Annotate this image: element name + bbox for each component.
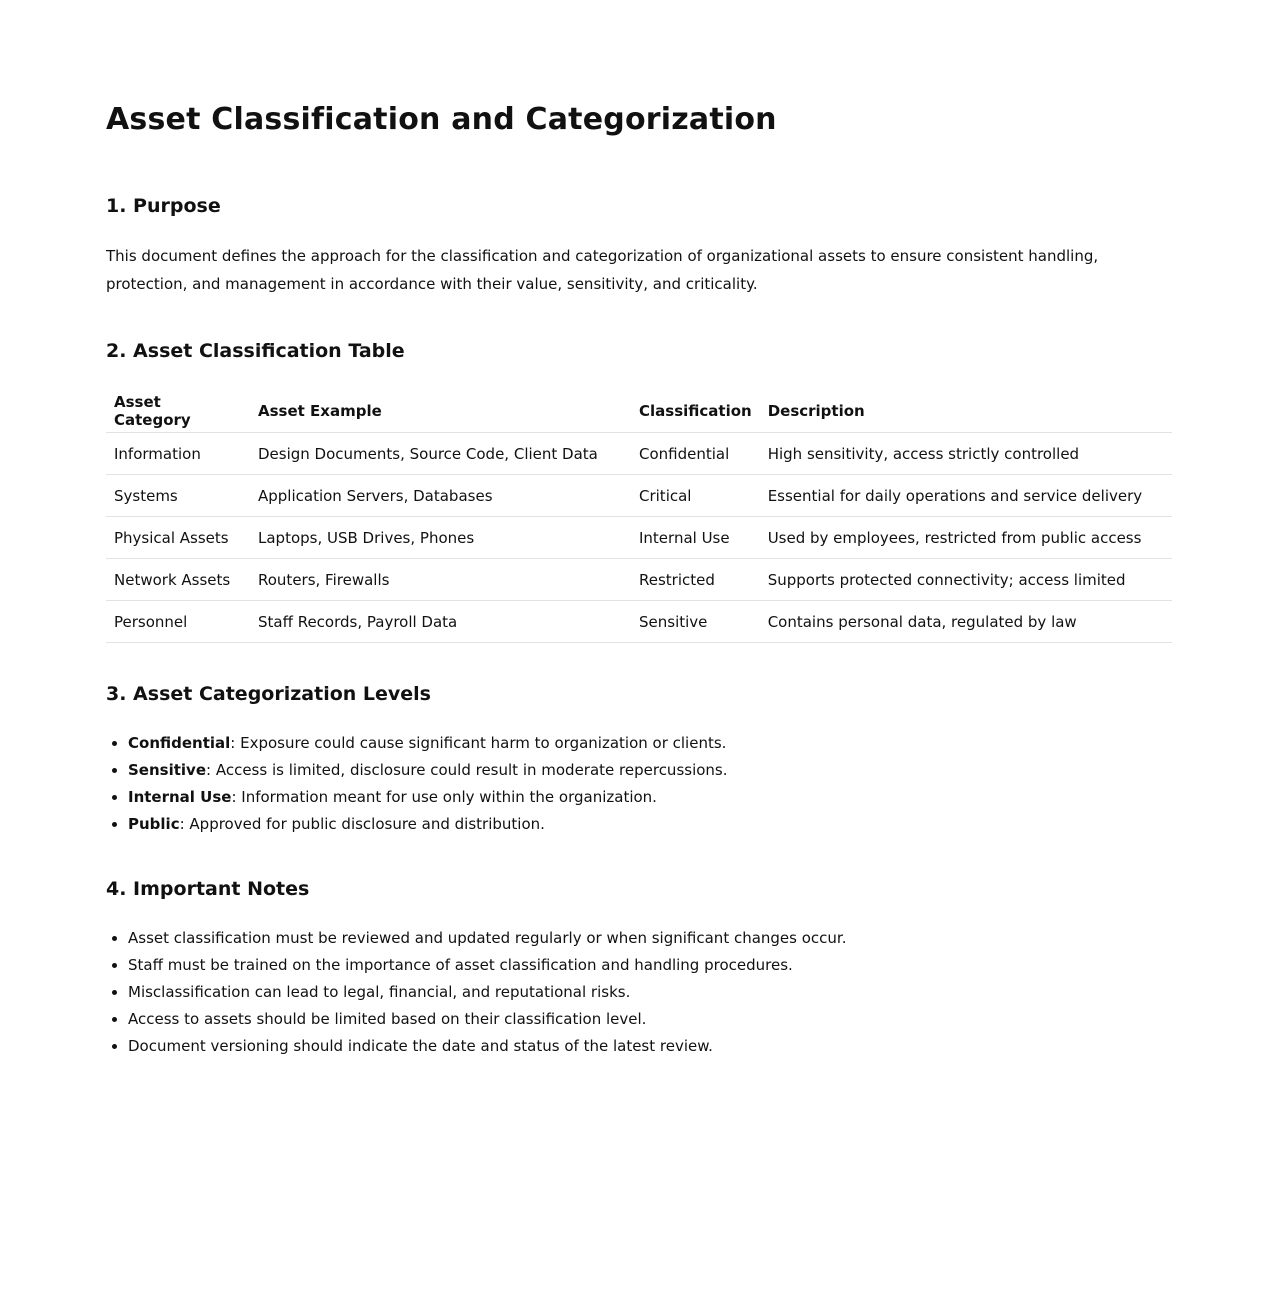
column-header-description: Description (760, 390, 1172, 433)
level-description: : Exposure could cause significant harm to organization or clients. (230, 734, 727, 752)
categorization-levels-list (106, 730, 1172, 838)
categorization-levels-heading: 3. Asset Categorization Levels (106, 683, 431, 705)
cell-asset-example: Staff Records, Payroll Data (250, 601, 631, 643)
important-notes-heading: 4. Important Notes (106, 878, 310, 900)
classification-table (106, 390, 1172, 643)
cell-classification: Internal Use (631, 517, 760, 559)
column-header-classification: Classification (631, 390, 760, 433)
cell-classification: Sensitive (631, 601, 760, 643)
table-row (106, 433, 1172, 475)
cell-classification: Restricted (631, 559, 760, 601)
classification-table-heading: 2. Asset Classification Table (106, 340, 405, 362)
cell-asset-example: Design Documents, Source Code, Client Data (250, 433, 631, 475)
cell-asset-category: Systems (106, 475, 250, 517)
page-title: Asset Classification and Categorization (106, 102, 777, 137)
cell-classification: Critical (631, 475, 760, 517)
purpose-section (106, 192, 1172, 298)
level-description: : Approved for public disclosure and distribution. (179, 815, 545, 833)
cell-asset-category: Network Assets (106, 559, 250, 601)
cell-description: Essential for daily operations and service delivery (760, 475, 1172, 517)
list-item: • Staff must be trained on the importance of asset classification and handling procedures. (128, 952, 1172, 979)
cell-description: High sensitivity, access strictly controlled (760, 433, 1172, 475)
list-item: • Document versioning should indicate the date and status of the latest review. (128, 1033, 1172, 1060)
cell-description: Used by employees, restricted from public access (760, 517, 1172, 559)
cell-description: Supports protected connectivity; access limited (760, 559, 1172, 601)
table-row (106, 559, 1172, 601)
level-term: Confidential (128, 734, 231, 752)
purpose-heading: 1. Purpose (106, 195, 221, 217)
list-item: • Misclassification can lead to legal, financial, and reputational risks. (128, 979, 1172, 1006)
level-term: Internal Use (128, 788, 232, 806)
cell-asset-category: Information (106, 433, 250, 475)
list-item (128, 757, 1172, 784)
purpose-text: This document defines the approach for the classification and categorization of organizational assets to ensure consistent handling, protection, and management in accordance with their value, sensitivity, and criticality. (106, 247, 1099, 293)
table-row (106, 517, 1172, 559)
cell-asset-example: Laptops, USB Drives, Phones (250, 517, 631, 559)
table-header-row (106, 390, 1172, 433)
table-row (106, 601, 1172, 643)
cell-asset-category: Physical Assets (106, 517, 250, 559)
list-item: • Access to assets should be limited based on their classification level. (128, 1006, 1172, 1033)
cell-classification: Confidential (631, 433, 760, 475)
level-description: : Access is limited, disclosure could result in moderate repercussions. (206, 761, 728, 779)
important-notes-list (106, 925, 1172, 1060)
list-item (128, 811, 1172, 838)
categorization-levels-section (106, 680, 1172, 838)
level-term: Sensitive (128, 761, 206, 779)
column-header-asset-example: Asset Example (250, 390, 631, 433)
list-item: • Asset classification must be reviewed and updated regularly or when significant changes occur. (128, 925, 1172, 952)
level-term: Public (128, 815, 180, 833)
important-notes-section (106, 875, 1172, 1060)
column-header-asset-category: Asset Category (106, 390, 250, 433)
list-item (128, 784, 1172, 811)
level-description: : Information meant for use only within the organization. (231, 788, 657, 806)
cell-asset-example: Routers, Firewalls (250, 559, 631, 601)
cell-asset-example: Application Servers, Databases (250, 475, 631, 517)
cell-description: Contains personal data, regulated by law (760, 601, 1172, 643)
list-item (128, 730, 1172, 757)
cell-asset-category: Personnel (106, 601, 250, 643)
table-row (106, 475, 1172, 517)
classification-table-section (106, 337, 1172, 643)
